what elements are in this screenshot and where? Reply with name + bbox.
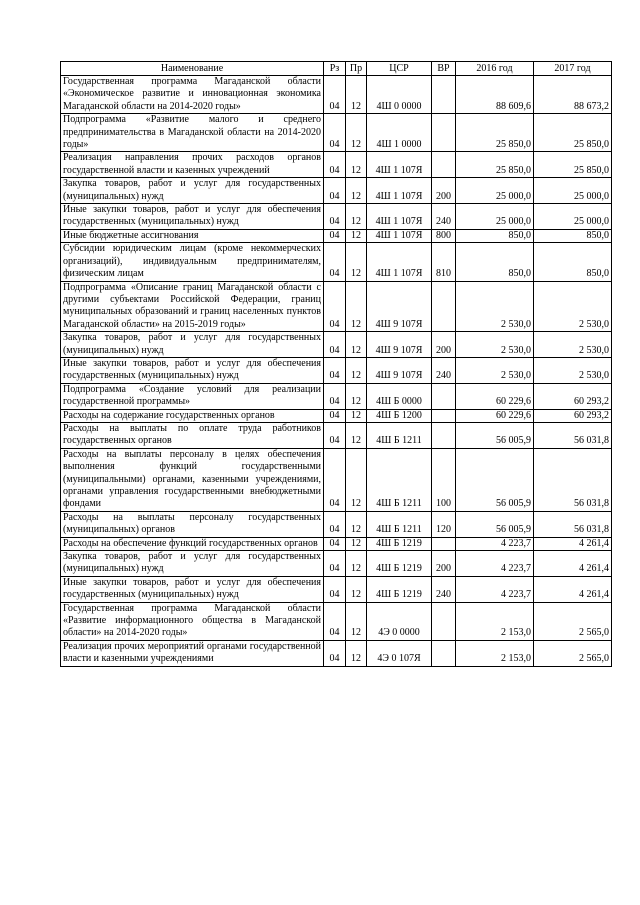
row-csr-cell: 4Ш 9 107Я [367,332,432,358]
row-pr-cell: 12 [346,178,367,204]
header-2017: 2017 год [534,62,612,76]
table-body [61,76,612,667]
row-pr-cell: 12 [346,114,367,152]
row-2016-cell: 2 530,0 [456,332,534,358]
header-csr: ЦСР [367,62,432,76]
row-2017-cell: 25 000,0 [534,204,612,230]
row-name-cell: Закупка товаров, работ и услуг для государственных (муниципальных) нужд [61,178,324,204]
row-vr-cell [432,152,456,178]
row-pr-cell: 12 [346,640,367,666]
row-2016-cell: 56 005,9 [456,511,534,537]
table-row [61,281,612,332]
row-name-cell: Иные бюджетные ассигнования [61,229,324,242]
row-vr-cell: 100 [432,448,456,511]
row-vr-cell: 240 [432,576,456,602]
row-name-cell: Закупка товаров, работ и услуг для государственных (муниципальных) нужд [61,332,324,358]
row-pr-cell: 12 [346,229,367,242]
row-csr-cell: 4Ш Б 0000 [367,383,432,409]
row-vr-cell [432,281,456,332]
row-name-cell: Субсидии юридическим лицам (кроме некоммерческих организаций), индивидуальным предпринимателям, физическим лицам [61,243,324,281]
row-vr-cell [432,409,456,422]
row-vr-cell: 120 [432,511,456,537]
row-2017-cell: 56 031,8 [534,448,612,511]
row-vr-cell [432,640,456,666]
row-name-cell: Иные закупки товаров, работ и услуг для обеспечения государственных (муниципальных) нужд [61,204,324,230]
row-pr-cell: 12 [346,357,367,383]
table-row [61,511,612,537]
row-csr-cell: 4Ш Б 1200 [367,409,432,422]
row-2016-cell: 25 850,0 [456,152,534,178]
row-csr-cell: 4Ш 1 107Я [367,204,432,230]
row-vr-cell [432,383,456,409]
row-rz-cell: 04 [324,448,346,511]
table-row [61,537,612,550]
row-pr-cell: 12 [346,243,367,281]
header-rz: Рз [324,62,346,76]
row-csr-cell: 4Ш 0 0000 [367,76,432,114]
row-2016-cell: 25 850,0 [456,114,534,152]
row-csr-cell: 4Ш 9 107Я [367,281,432,332]
table-row [61,229,612,242]
row-2017-cell: 25 000,0 [534,178,612,204]
table-row [61,114,612,152]
table-row [61,448,612,511]
row-vr-cell: 200 [432,178,456,204]
row-vr-cell: 240 [432,357,456,383]
row-2017-cell: 25 850,0 [534,114,612,152]
row-2016-cell: 4 223,7 [456,576,534,602]
table-row [61,178,612,204]
row-2017-cell: 25 850,0 [534,152,612,178]
row-rz-cell: 04 [324,602,346,640]
row-pr-cell: 12 [346,383,367,409]
header-vr: ВР [432,62,456,76]
table-row [61,76,612,114]
row-vr-cell: 200 [432,551,456,577]
row-csr-cell: 4Ш Б 1211 [367,448,432,511]
row-name-cell: Подпрограмма «Описание границ Магаданской области с другими субъектами Российской Федерации, границ муниципальных образований и границ населенных пунктов Магаданской области» на 2015-2019 годы» [61,281,324,332]
row-csr-cell: 4Ш 1 0000 [367,114,432,152]
row-2016-cell: 25 000,0 [456,204,534,230]
row-pr-cell: 12 [346,448,367,511]
header-pr: Пр [346,62,367,76]
row-name-cell: Подпрограмма «Развитие малого и среднего предпринимательства в Магаданской области на 2014-2020 годы» [61,114,324,152]
row-csr-cell: 4Э 0 0000 [367,602,432,640]
row-csr-cell: 4Э 0 107Я [367,640,432,666]
row-2016-cell: 25 000,0 [456,178,534,204]
table-row [61,243,612,281]
row-rz-cell: 04 [324,152,346,178]
row-2017-cell: 56 031,8 [534,511,612,537]
row-csr-cell: 4Ш 1 107Я [367,243,432,281]
table-row [61,422,612,448]
header-name: Наименование [61,62,324,76]
row-rz-cell: 04 [324,178,346,204]
table-row [61,152,612,178]
row-2017-cell: 2 530,0 [534,357,612,383]
row-2017-cell: 88 673,2 [534,76,612,114]
row-rz-cell: 04 [324,422,346,448]
row-name-cell: Закупка товаров, работ и услуг для государственных (муниципальных) нужд [61,551,324,577]
row-csr-cell: 4Ш Б 1219 [367,537,432,550]
row-rz-cell: 04 [324,357,346,383]
row-2016-cell: 56 005,9 [456,422,534,448]
row-csr-cell: 4Ш Б 1219 [367,551,432,577]
row-pr-cell: 12 [346,204,367,230]
row-rz-cell: 04 [324,281,346,332]
row-2017-cell: 4 261,4 [534,551,612,577]
row-csr-cell: 4Ш Б 1211 [367,511,432,537]
table-row [61,357,612,383]
row-2016-cell: 2 153,0 [456,602,534,640]
row-2016-cell: 56 005,9 [456,448,534,511]
row-2017-cell: 56 031,8 [534,422,612,448]
row-rz-cell: 04 [324,229,346,242]
row-2016-cell: 4 223,7 [456,551,534,577]
row-name-cell: Расходы на обеспечение функций государственных органов [61,537,324,550]
row-csr-cell: 4Ш Б 1219 [367,576,432,602]
row-2017-cell: 2 530,0 [534,332,612,358]
row-2016-cell: 4 223,7 [456,537,534,550]
row-2017-cell: 2 565,0 [534,640,612,666]
row-2016-cell: 850,0 [456,229,534,242]
row-rz-cell: 04 [324,243,346,281]
row-2017-cell: 60 293,2 [534,409,612,422]
table-row [61,383,612,409]
budget-table [60,61,612,667]
row-rz-cell: 04 [324,511,346,537]
table-row [61,640,612,666]
row-name-cell: Иные закупки товаров, работ и услуг для обеспечения государственных (муниципальных) нужд [61,576,324,602]
row-vr-cell [432,602,456,640]
row-2017-cell: 2 530,0 [534,281,612,332]
row-vr-cell [432,422,456,448]
row-csr-cell: 4Ш 1 107Я [367,152,432,178]
row-rz-cell: 04 [324,537,346,550]
row-vr-cell [432,114,456,152]
row-pr-cell: 12 [346,332,367,358]
row-2017-cell: 850,0 [534,229,612,242]
row-pr-cell: 12 [346,537,367,550]
row-rz-cell: 04 [324,383,346,409]
table-row [61,602,612,640]
header-2016: 2016 год [456,62,534,76]
table-row [61,204,612,230]
row-2016-cell: 2 153,0 [456,640,534,666]
row-pr-cell: 12 [346,602,367,640]
table-row [61,409,612,422]
row-rz-cell: 04 [324,551,346,577]
row-name-cell: Государственная программа Магаданской области «Развитие информационного общества в Магаданской области» на 2014-2020 годы» [61,602,324,640]
row-pr-cell: 12 [346,76,367,114]
row-pr-cell: 12 [346,152,367,178]
row-vr-cell: 200 [432,332,456,358]
table-header-row [61,62,612,76]
row-pr-cell: 12 [346,511,367,537]
row-rz-cell: 04 [324,640,346,666]
row-rz-cell: 04 [324,76,346,114]
row-2017-cell: 2 565,0 [534,602,612,640]
row-rz-cell: 04 [324,332,346,358]
row-pr-cell: 12 [346,422,367,448]
row-2016-cell: 88 609,6 [456,76,534,114]
row-2016-cell: 850,0 [456,243,534,281]
row-2016-cell: 60 229,6 [456,383,534,409]
row-rz-cell: 04 [324,204,346,230]
row-pr-cell: 12 [346,281,367,332]
row-2016-cell: 2 530,0 [456,281,534,332]
row-rz-cell: 04 [324,576,346,602]
row-name-cell: Государственная программа Магаданской области «Экономическое развитие и инновационная экономика Магаданской области на 2014-2020 годы» [61,76,324,114]
row-pr-cell: 12 [346,409,367,422]
table-row [61,332,612,358]
row-vr-cell: 800 [432,229,456,242]
row-name-cell: Расходы на выплаты по оплате труда работников государственных органов [61,422,324,448]
row-pr-cell: 12 [346,576,367,602]
row-name-cell: Расходы на выплаты персоналу в целях обеспечения выполнения функций государственными (муниципальными) органами, казенными учреждениями, органами управления государственными внебюджетными фондами [61,448,324,511]
table-row [61,576,612,602]
row-2017-cell: 850,0 [534,243,612,281]
row-2017-cell: 60 293,2 [534,383,612,409]
row-rz-cell: 04 [324,409,346,422]
row-vr-cell [432,537,456,550]
row-csr-cell: 4Ш 9 107Я [367,357,432,383]
table-row [61,551,612,577]
row-vr-cell: 240 [432,204,456,230]
row-csr-cell: 4Ш Б 1211 [367,422,432,448]
row-name-cell: Реализация прочих мероприятий органами государственной власти и казенными учреждениями [61,640,324,666]
row-2017-cell: 4 261,4 [534,576,612,602]
row-vr-cell: 810 [432,243,456,281]
row-name-cell: Иные закупки товаров, работ и услуг для обеспечения государственных (муниципальных) нужд [61,357,324,383]
row-csr-cell: 4Ш 1 107Я [367,178,432,204]
row-name-cell: Расходы на выплаты персоналу государственных (муниципальных) органов [61,511,324,537]
row-2017-cell: 4 261,4 [534,537,612,550]
row-name-cell: Реализация направления прочих расходов органов государственной власти и казенных учреждений [61,152,324,178]
row-2016-cell: 2 530,0 [456,357,534,383]
row-pr-cell: 12 [346,551,367,577]
row-csr-cell: 4Ш 1 107Я [367,229,432,242]
row-2016-cell: 60 229,6 [456,409,534,422]
row-name-cell: Расходы на содержание государственных органов [61,409,324,422]
row-rz-cell: 04 [324,114,346,152]
row-name-cell: Подпрограмма «Создание условий для реализации государственной программы» [61,383,324,409]
row-vr-cell [432,76,456,114]
